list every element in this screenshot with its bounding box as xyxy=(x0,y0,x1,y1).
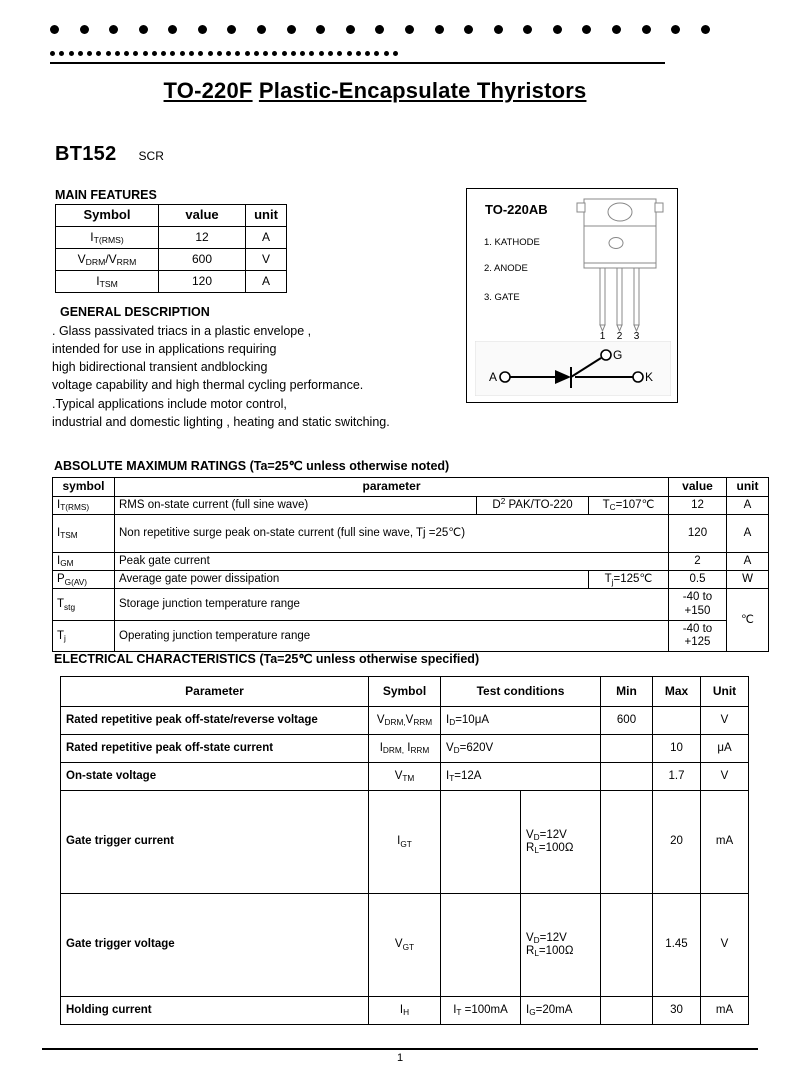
decorative-dot xyxy=(393,51,398,56)
svg-text:2: 2 xyxy=(616,331,623,340)
page-number: 1 xyxy=(396,1052,404,1064)
table-row xyxy=(56,227,287,249)
table-row xyxy=(53,553,769,571)
cell-symbol: $I_{GT}$ xyxy=(369,791,441,894)
table-row xyxy=(61,735,749,763)
condition-line: $R_L=100\Omega$ xyxy=(526,842,574,856)
svg-text:1: 1 xyxy=(599,331,606,340)
decorative-dot xyxy=(180,51,185,56)
table-row xyxy=(53,496,769,514)
cell-test-condition: $I_T=12A$ xyxy=(441,763,601,791)
condition-line: $V_D=12V$ xyxy=(526,828,567,843)
cell-test-condition-a: $I_T =100mA$ xyxy=(441,997,521,1025)
col-header-symbol: symbol xyxy=(53,478,115,497)
part-number: BT152 xyxy=(55,143,117,165)
decorative-dot xyxy=(309,51,314,56)
page-title-package: TO-220F xyxy=(163,78,253,103)
decorative-dot xyxy=(87,51,92,56)
cell-min xyxy=(601,894,653,997)
cell-symbol: $P_{G(AV)}$ xyxy=(53,571,115,589)
cell-symbol: $V_{TM}$ xyxy=(369,763,441,791)
decorative-dot xyxy=(50,25,59,34)
cell-parameter: Gate trigger voltage xyxy=(61,894,369,997)
decorative-dot xyxy=(254,51,259,56)
cell-value: 120 xyxy=(669,515,727,553)
decorative-dot xyxy=(124,51,129,56)
cell-condition-package: $D^2$ PAK/TO-220 xyxy=(477,496,589,514)
decorative-dot xyxy=(170,51,175,56)
table-row xyxy=(56,271,287,293)
cell-unit: mA xyxy=(701,997,749,1025)
col-header-max: Max xyxy=(653,677,701,707)
cell-parameter: Peak gate current xyxy=(115,553,669,571)
package-pin-1-label: 1. KATHODE xyxy=(484,237,540,248)
cell-symbol: $I_{T(RMS)}$ xyxy=(53,496,115,514)
cell-unit: V xyxy=(701,707,749,735)
cell-unit: V xyxy=(701,894,749,997)
table-row xyxy=(53,620,769,651)
table-row xyxy=(56,205,287,227)
decorative-dot xyxy=(257,25,266,34)
package-title: TO-220AB xyxy=(485,202,548,217)
decorative-dot xyxy=(78,51,83,56)
decorative-dot xyxy=(139,25,148,34)
decorative-dot xyxy=(435,25,444,34)
table-row xyxy=(61,763,749,791)
decorative-dot xyxy=(189,51,194,56)
cell-symbol: $I_{DRM,}$ $I_{RRM}$ xyxy=(369,735,441,763)
cell-test-condition-empty xyxy=(441,894,521,997)
col-header-unit: unit xyxy=(246,205,287,227)
col-header-test-conditions: Test conditions xyxy=(441,677,601,707)
cell-value: 0.5 xyxy=(669,571,727,589)
decorative-dot xyxy=(282,51,287,56)
decorative-dot xyxy=(217,51,222,56)
cell-symbol: $I_H$ xyxy=(369,997,441,1025)
main-features-heading: MAIN FEATURES xyxy=(55,188,157,202)
cell-parameter: Rated repetitive peak off-state current xyxy=(61,735,369,763)
cell-unit: V xyxy=(246,249,287,271)
decorative-dot xyxy=(287,25,296,34)
decorative-dot xyxy=(227,25,236,34)
decorative-dot xyxy=(346,25,355,34)
table-row xyxy=(53,589,769,620)
scr-schematic-symbol xyxy=(475,341,671,396)
decorative-dot xyxy=(405,25,414,34)
decorative-dot xyxy=(582,25,591,34)
decorative-dot xyxy=(553,25,562,34)
cell-test-condition-b: $I_G=20mA$ xyxy=(521,997,601,1025)
cell-parameter: Gate trigger current xyxy=(61,791,369,894)
cell-test-condition: $V_D=620V$ xyxy=(441,735,601,763)
general-description-heading: GENERAL DESCRIPTION xyxy=(60,305,210,319)
col-header-value: value xyxy=(159,205,246,227)
cell-parameter: Operating junction temperature range xyxy=(115,620,669,651)
package-pin-2-label: 2. ANODE xyxy=(484,263,528,274)
cell-parameter: RMS on-state current (full sine wave) xyxy=(115,496,477,514)
description-line: high bidirectional transient andblocking xyxy=(52,360,268,375)
condition-line: $R_L=100\Omega$ xyxy=(526,945,574,959)
decorative-dot xyxy=(347,51,352,56)
cell-test-condition xyxy=(521,894,601,997)
cell-min: 600 xyxy=(601,707,653,735)
col-header-symbol: Symbol xyxy=(56,205,159,227)
footer-rule xyxy=(42,1048,758,1050)
cell-min xyxy=(601,735,653,763)
cell-max xyxy=(653,707,701,735)
cell-min xyxy=(601,997,653,1025)
description-line: voltage capability and high thermal cycling performance. xyxy=(52,378,364,393)
decorative-dot xyxy=(50,51,55,56)
col-header-value: value xyxy=(669,478,727,497)
part-kind: SCR xyxy=(138,149,164,163)
decorative-dot xyxy=(374,51,379,56)
cell-symbol: $T_{stg}$ xyxy=(53,589,115,620)
decorative-dot xyxy=(328,51,333,56)
cell-min xyxy=(601,791,653,894)
cell-test-condition-empty xyxy=(441,791,521,894)
cell-symbol: $V_{DRM}/V_{RRM}$ xyxy=(56,249,159,271)
description-line: industrial and domestic lighting , heating and static switching. xyxy=(52,414,390,429)
svg-text:K: K xyxy=(645,370,654,384)
decorative-dot xyxy=(365,51,370,56)
decorative-dot xyxy=(198,25,207,34)
cell-condition-temp: $T_j=125℃$ xyxy=(589,571,669,589)
decorative-small-dot-band xyxy=(50,49,398,57)
decorative-dot xyxy=(226,51,231,56)
cell-symbol: $V_{GT}$ xyxy=(369,894,441,997)
decorative-dot xyxy=(642,25,651,34)
cell-parameter: Holding current xyxy=(61,997,369,1025)
decorative-dot xyxy=(69,51,74,56)
table-row xyxy=(56,249,287,271)
page-title xyxy=(50,78,710,104)
electrical-characteristics-heading: ELECTRICAL CHARACTERISTICS (Ta=25℃ unless otherwise specified) xyxy=(54,652,480,666)
col-header-symbol: Symbol xyxy=(369,677,441,707)
cell-symbol: $I_{TSM}$ xyxy=(56,271,159,293)
decorative-large-dot-band xyxy=(50,22,710,36)
description-line: intended for use in applications requiring xyxy=(52,342,277,357)
cell-symbol: $I_{GM}$ xyxy=(53,553,115,571)
absolute-maximum-ratings-table xyxy=(52,477,769,652)
cell-unit: A xyxy=(727,496,769,514)
col-header-min: Min xyxy=(601,677,653,707)
to-220-package-drawing xyxy=(573,195,667,340)
decorative-dot xyxy=(208,51,213,56)
col-header-unit: Unit xyxy=(701,677,749,707)
cell-parameter: Non repetitive surge peak on-state current (full sine wave, Tj =25℃) xyxy=(115,515,669,553)
decorative-dot xyxy=(133,51,138,56)
cell-symbol: $V_{DRM,}V_{RRM}$ xyxy=(369,707,441,735)
description-line: . Glass passivated triacs in a plastic envelope , xyxy=(52,324,312,338)
general-description-body xyxy=(52,322,452,431)
cell-value: 12 xyxy=(669,496,727,514)
cell-value: 2 xyxy=(669,553,727,571)
decorative-dot xyxy=(316,25,325,34)
header-rule xyxy=(50,62,665,64)
cell-value: 120 xyxy=(159,271,246,293)
table-row xyxy=(53,571,769,589)
decorative-dot xyxy=(96,51,101,56)
col-header-parameter: parameter xyxy=(115,478,669,497)
cell-unit: W xyxy=(727,571,769,589)
table-row xyxy=(61,894,749,997)
svg-text:A: A xyxy=(488,370,497,384)
decorative-dot xyxy=(523,25,532,34)
decorative-dot xyxy=(109,25,118,34)
cell-value: 12 xyxy=(159,227,246,249)
cell-min xyxy=(601,763,653,791)
decorative-dot xyxy=(198,51,203,56)
cell-parameter: Rated repetitive peak off-state/reverse voltage xyxy=(61,707,369,735)
cell-max: 30 xyxy=(653,997,701,1025)
cell-value: -40 to +125 xyxy=(669,620,727,651)
cell-unit: A xyxy=(246,271,287,293)
cell-unit: A xyxy=(727,553,769,571)
col-header-parameter: Parameter xyxy=(61,677,369,707)
table-row xyxy=(61,707,749,735)
table-row xyxy=(61,997,749,1025)
cell-symbol: $T_j$ xyxy=(53,620,115,651)
decorative-dot xyxy=(235,51,240,56)
page-title-text: Plastic-Encapsulate Thyristors xyxy=(258,78,587,103)
decorative-dot xyxy=(701,25,710,34)
package-pin-3-label: 3. GATE xyxy=(484,292,520,303)
cell-unit: A xyxy=(246,227,287,249)
decorative-dot xyxy=(263,51,268,56)
svg-text:3: 3 xyxy=(633,331,640,340)
col-header-unit: unit xyxy=(727,478,769,497)
decorative-dot xyxy=(161,51,166,56)
decorative-dot xyxy=(291,51,296,56)
cell-parameter: Average gate power dissipation xyxy=(115,571,589,589)
decorative-dot xyxy=(494,25,503,34)
description-line: .Typical applications include motor control, xyxy=(52,396,287,411)
condition-line: $V_D=12V$ xyxy=(526,931,567,946)
cell-max: 1.7 xyxy=(653,763,701,791)
cell-max: 20 xyxy=(653,791,701,894)
decorative-dot xyxy=(300,51,305,56)
cell-symbol: $I_{T(RMS)}$ xyxy=(56,227,159,249)
package-outline-box xyxy=(466,188,678,403)
table-row xyxy=(53,515,769,553)
decorative-dot xyxy=(168,25,177,34)
cell-test-condition xyxy=(521,791,601,894)
cell-unit: V xyxy=(701,763,749,791)
decorative-dot xyxy=(80,25,89,34)
decorative-dot xyxy=(245,51,250,56)
table-row xyxy=(53,478,769,497)
cell-value: -40 to +150 xyxy=(669,589,727,620)
decorative-dot xyxy=(319,51,324,56)
svg-text:G: G xyxy=(613,348,623,362)
absolute-max-heading: ABSOLUTE MAXIMUM RATINGS (Ta=25℃ unless otherwise noted) xyxy=(54,459,450,473)
cell-test-condition: $I_D=10\mu A$ xyxy=(441,707,601,735)
cell-unit: μA xyxy=(701,735,749,763)
decorative-dot xyxy=(384,51,389,56)
cell-condition-temp: $T_C=107℃$ xyxy=(589,496,669,514)
decorative-dot xyxy=(115,51,120,56)
main-features-table xyxy=(55,204,287,293)
part-heading xyxy=(55,143,164,166)
decorative-dot xyxy=(106,51,111,56)
table-row xyxy=(61,791,749,894)
decorative-dot xyxy=(612,25,621,34)
decorative-dot xyxy=(464,25,473,34)
decorative-dot xyxy=(671,25,680,34)
decorative-dot xyxy=(356,51,361,56)
cell-parameter: Storage junction temperature range xyxy=(115,589,669,620)
cell-unit: A xyxy=(727,515,769,553)
decorative-dot xyxy=(143,51,148,56)
decorative-dot xyxy=(337,51,342,56)
decorative-dot xyxy=(152,51,157,56)
decorative-dot xyxy=(59,51,64,56)
cell-parameter: On-state voltage xyxy=(61,763,369,791)
decorative-dot xyxy=(272,51,277,56)
cell-unit: ℃ xyxy=(727,589,769,652)
cell-max: 1.45 xyxy=(653,894,701,997)
electrical-characteristics-table xyxy=(60,676,749,1025)
table-row xyxy=(61,677,749,707)
cell-unit: mA xyxy=(701,791,749,894)
decorative-dot xyxy=(375,25,384,34)
cell-value: 600 xyxy=(159,249,246,271)
cell-max: 10 xyxy=(653,735,701,763)
cell-symbol: $I_{TSM}$ xyxy=(53,515,115,553)
